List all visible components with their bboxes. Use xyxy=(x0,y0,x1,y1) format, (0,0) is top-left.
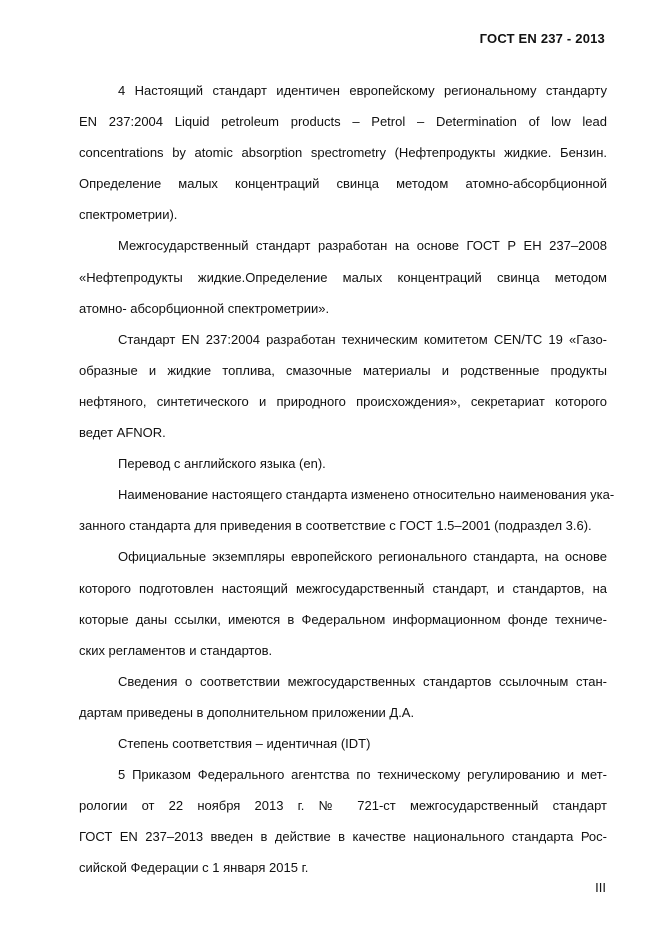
document-code-header: ГОСТ EN 237 - 2013 xyxy=(479,31,605,46)
paragraph xyxy=(79,75,607,230)
text-line: ведет AFNOR. xyxy=(79,425,166,441)
paragraph xyxy=(79,759,607,883)
text-line: EN 237:2004 Liquid petroleum products – Petrol – Determination of low lead xyxy=(79,114,607,130)
paragraph xyxy=(79,479,615,541)
text-line: 5 Приказом Федерального агентства по техническому регулированию и мет- xyxy=(118,767,607,783)
text-line: Межгосударственный стандарт разработан на основе ГОСТ Р ЕН 237–2008 xyxy=(118,238,607,254)
paragraph xyxy=(79,728,607,759)
text-line: Перевод с английского языка (en). xyxy=(118,456,326,472)
text-line: Степень соответствия – идентичная (IDT) xyxy=(118,735,371,751)
text-line: ГОСТ EN 237–2013 введен в действие в качестве национального стандарта Рос- xyxy=(79,829,607,845)
text-line: Официальные экземпляры европейского регионального стандарта, на основе xyxy=(118,549,607,565)
paragraph xyxy=(79,324,607,448)
paragraph xyxy=(79,230,607,323)
text-line: concentrations by atomic absorption spectrometry (Нефтепродукты жидкие. Бензин. xyxy=(79,145,607,161)
text-line: ских регламентов и стандартов. xyxy=(79,642,273,658)
text-line: атомно- абсорбционной спектрометрии». xyxy=(79,300,330,316)
text-line: которые даны ссылки, имеются в Федеральном информационном фонде техниче- xyxy=(79,611,607,627)
paragraph xyxy=(79,666,607,728)
text-line: Определение малых концентраций свинца методом атомно-абсорбционной xyxy=(79,176,607,192)
text-line: занного стандарта для приведения в соответствие с ГОСТ 1.5–2001 (подраздел 3.6). xyxy=(79,518,592,534)
document-body xyxy=(79,75,615,883)
text-line: сийской Федерации с 1 января 2015 г. xyxy=(79,860,309,876)
paragraph xyxy=(79,448,607,479)
text-line: дартам приведены в дополнительном приложении Д.А. xyxy=(79,704,415,720)
text-line: рологии от 22 ноября 2013 г. № 721-ст межгосударственный стандарт xyxy=(79,798,607,814)
text-line: Стандарт EN 237:2004 разработан техническим комитетом CEN/TC 19 «Газо- xyxy=(118,331,607,347)
page-number: III xyxy=(595,880,606,895)
text-line: нефтяного, синтетического и природного происхождения», секретариат которого xyxy=(79,393,607,409)
text-line: спектрометрии). xyxy=(79,207,178,223)
text-line: 4 Настоящий стандарт идентичен европейскому региональному стандарту xyxy=(118,83,607,98)
text-line: Наименование настоящего стандарта изменено относительно наименования ука- xyxy=(118,487,615,503)
text-line: Сведения о соответствии межгосударственных стандартов ссылочным стан- xyxy=(118,673,607,689)
text-line: образные и жидкие топлива, смазочные материалы и родственные продукты xyxy=(79,362,607,378)
text-line: «Нефтепродукты жидкие.Определение малых концентраций свинца методом xyxy=(79,269,607,285)
paragraph xyxy=(79,541,607,665)
text-line: которого подготовлен настоящий межгосударственный стандарт, и стандартов, на xyxy=(79,580,607,596)
